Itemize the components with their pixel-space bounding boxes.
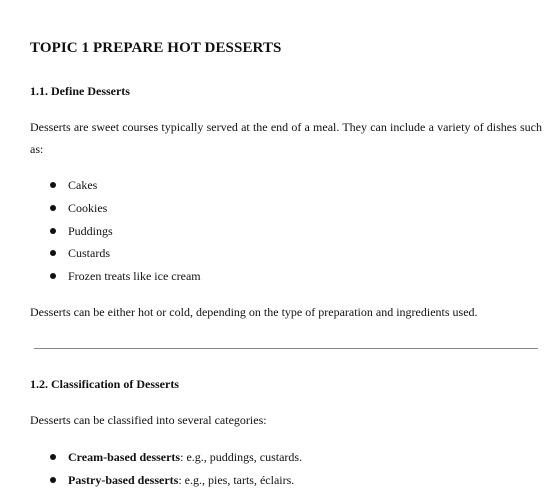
section-heading-classification: 1.2. Classification of Desserts bbox=[30, 377, 179, 391]
list-item bbox=[30, 268, 201, 291]
bullet-icon bbox=[50, 454, 56, 460]
category-term: Pastry-based desserts bbox=[68, 472, 179, 487]
bullet-icon bbox=[50, 228, 56, 234]
list-item-label: Custards bbox=[68, 246, 110, 261]
bullet-icon bbox=[50, 182, 56, 188]
section-intro-paragraph: Desserts are sweet courses typically served at the end of a meal. They can include a variety of dishes such as: bbox=[30, 120, 542, 156]
list-item bbox=[30, 245, 201, 268]
list-item bbox=[30, 177, 201, 200]
category-examples: : e.g., pies, tarts, éclairs. bbox=[178, 472, 295, 487]
section-divider bbox=[34, 348, 538, 349]
list-item bbox=[30, 223, 201, 246]
topic-title: TOPIC 1 PREPARE HOT DESSERTS bbox=[30, 40, 282, 56]
dessert-examples-list bbox=[30, 177, 201, 291]
list-item-label: Frozen treats like ice cream bbox=[68, 269, 201, 283]
bullet-icon bbox=[50, 273, 56, 279]
list-item bbox=[30, 200, 201, 223]
category-examples: : e.g., puddings, custards. bbox=[180, 450, 303, 464]
bullet-icon bbox=[50, 205, 56, 211]
list-item bbox=[30, 449, 302, 472]
list-item-label: Puddings bbox=[68, 223, 113, 238]
bullet-icon bbox=[50, 477, 56, 483]
section-heading-define-desserts: 1.1. Define Desserts bbox=[30, 84, 130, 98]
classification-list bbox=[30, 449, 302, 495]
classification-intro-paragraph: Desserts can be classified into several categories: bbox=[30, 413, 267, 427]
section-closing-paragraph: Desserts can be either hot or cold, depending on the type of preparation and ingredients used. bbox=[30, 305, 478, 319]
list-item-label: Cakes bbox=[68, 178, 98, 192]
bullet-icon bbox=[50, 250, 56, 256]
list-item bbox=[30, 472, 302, 495]
list-item-label: Cookies bbox=[68, 200, 108, 215]
category-term: Cream-based desserts bbox=[68, 450, 181, 464]
